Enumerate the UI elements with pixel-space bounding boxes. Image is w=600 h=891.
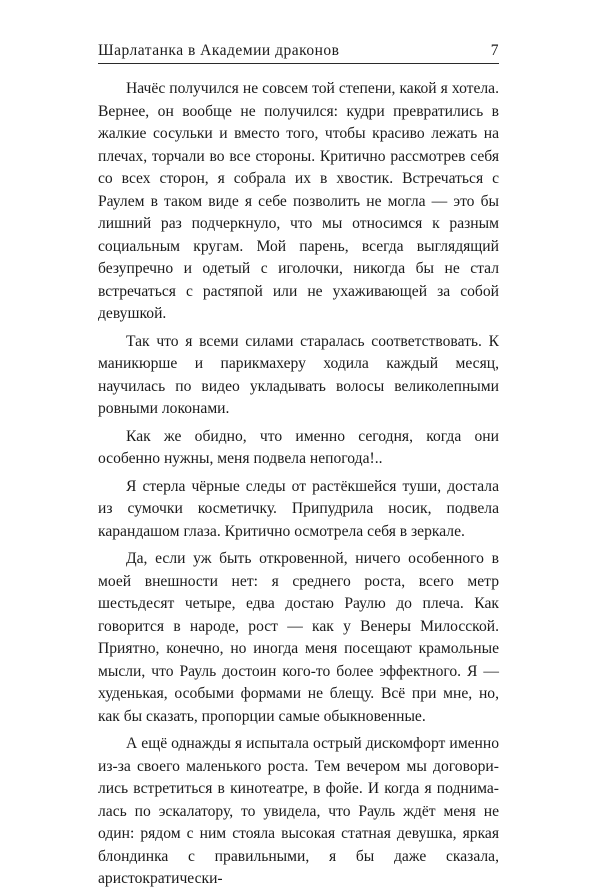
paragraph: Как же обидно, что именно сегодня, когда они особенно нужны, меня подвела непогода!.. xyxy=(98,427,499,467)
paragraph: Начёс получился не совсем той степени, какой я хотела. Вернее, он вообще не получился: кудри превратились в жалкие сосульки и вместо того, чтобы красиво лежать на плечах, торчали во все стороны. Критично рассмотрев себя со всех сторон, я собрала их в хвостик. Встречаться с Раулем в таком виде я себе позволить не могла — это бы лишний раз подчеркнуло, что мы относимся к разным социальным кругам. Мой парень, всегда выглядящий безупречно и одетый с иголочки, никогда бы не стал встречаться с растяпой или не ухаживающей за собой девушкой. xyxy=(98,80,499,322)
running-header xyxy=(98,41,499,64)
paragraph: Да, если уж быть откровенной, ничего особенного в моей внешности нет: я среднего роста, всего метр шестьдесят четыре, едва достаю Раулю до плеча. Как говорится в народе, рост — как у Венеры Милосской. Приятно, конечно, но иногда меня посещают крамольные мысли, что Рауль достоин кого-то более эффектного. Я — худенькая, особыми формами не блещу. Всё при мне, но, как бы сказать, пропорции самые обыкновенные. xyxy=(98,550,499,725)
body-text xyxy=(98,78,499,891)
page-number: 7 xyxy=(490,42,499,59)
book-title: Шарлатанка в Академии драконов xyxy=(98,42,340,59)
paragraph: Я стерла чёрные следы от растёкшейся туши, достала из сумочки косметичку. Припудрила носик, подвела карандашом глаза. Критично осмотрела себя в зеркале. xyxy=(98,477,499,540)
paragraph: А ещё однажды я испытала острый дискомфорт именно из-за своего маленького роста. Тем вечером мы договорились встретиться в кинотеатре, в фойе. И когда я поднималась по эскалатору, то увидела, что Рауль ждёт меня не один: рядом с ним стояла высокая статная девушка, яркая блондинка с правильными, я бы даже сказала, аристократически- xyxy=(98,735,499,887)
paragraph: Так что я всеми силами старалась соответствовать. К маникюрше и парикмахеру ходила каждый месяц, научилась по видео укладывать волосы великолепными ровными локонами. xyxy=(98,332,499,417)
